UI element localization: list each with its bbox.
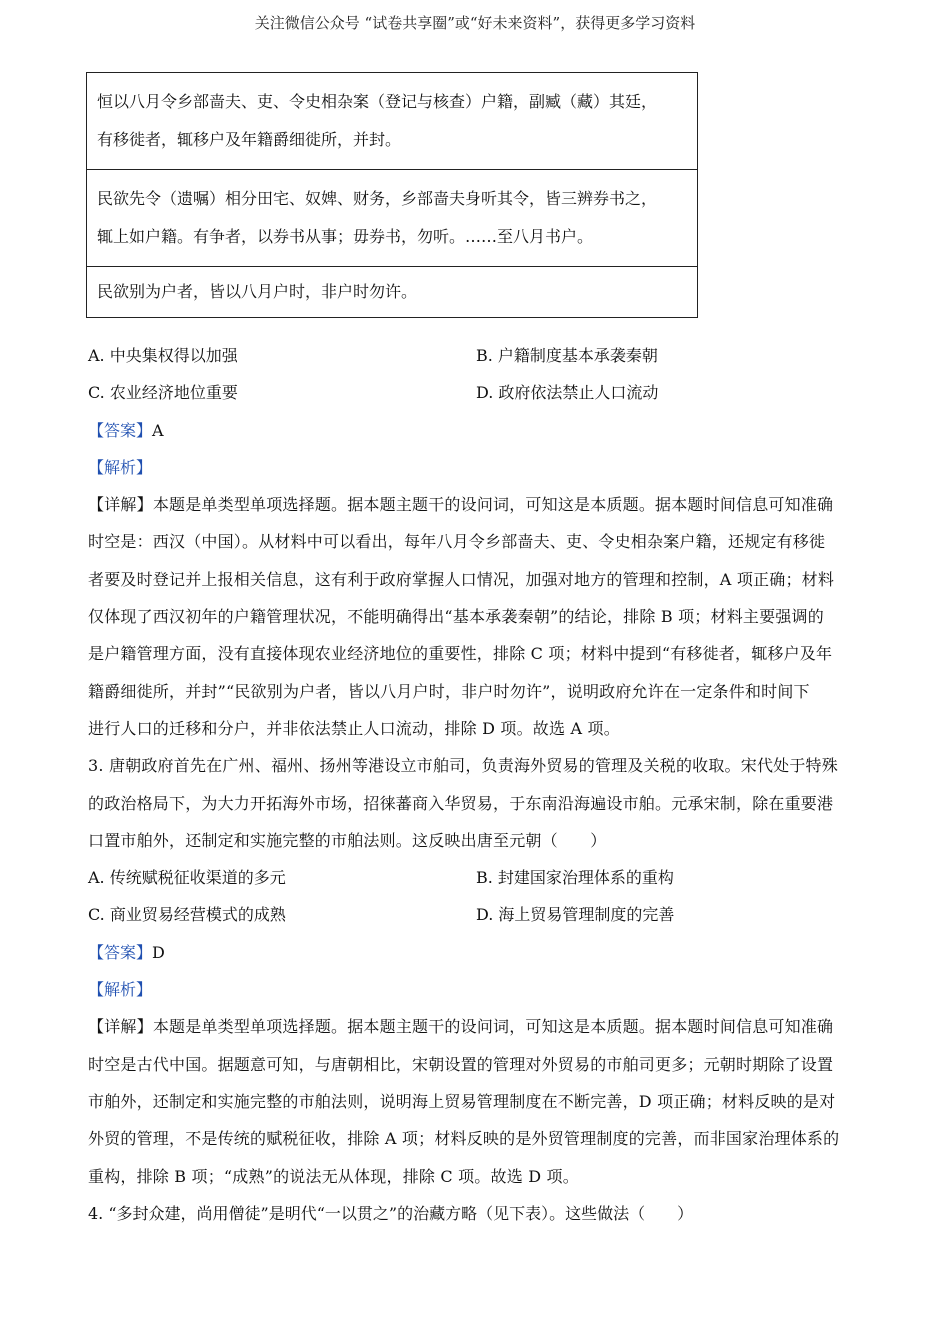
cell-line: 有移徙者，辄移户及年籍爵细徙所，并封。 [97,130,402,149]
q3-option-c: C. 商业贸易经营模式的成熟 [88,905,286,925]
table-cell [87,170,698,267]
detail-tag: 【详解】 [88,495,153,515]
q2-detail [88,486,868,747]
detail-line: 仅体现了西汉初年的户籍管理状况，不能明确得出“基本承袭秦朝”的结论，排除 B 项；材料主要强调的 [88,607,824,627]
answer-tag: 【答案】 [88,420,153,440]
q3-option-b: B. 封建国家治理体系的重构 [476,868,674,888]
q3-detail [88,1008,868,1194]
detail-line: 进行人口的迁移和分户，并非依法禁止人口流动，排除 D 项。故选 A 项。 [88,718,620,738]
detail-line: 时空是：西汉（中国）。从材料中可以看出，每年八月令乡部啬夫、吏、令史相杂案户籍，还规定有移徙 [88,532,826,552]
q2-options-row-1 [88,337,868,374]
detail-line [88,486,868,523]
q2-section [88,337,868,1232]
analysis-tag: 【解析】 [88,457,153,477]
page-header: 关注微信公众号 “试卷共享圈”或“好未来资料”，获得更多学习资料 [254,14,696,32]
detail-line: 时空是古代中国。据题意可知，与唐朝相比，宋朝设置的管理对外贸易的市舶司更多；元朝时期除了设置 [88,1054,834,1074]
table-cell [87,73,698,170]
cell-line: 恒以八月令乡部啬夫、吏、令史相杂案（登记与核查）户籍，副臧（藏）其廷， [97,92,658,111]
detail-line: 是户籍管理方面，没有直接体现农业经济地位的重要性，排除 C 项；材料中提到“有移徙者，辄移户及年 [88,644,833,664]
stem-line: 口置市舶外，还制定和实施完整的市舶法则。这反映出唐至元朝（ ） [88,830,607,850]
detail-line: 市舶外，还制定和实施完整的市舶法则，说明海上贸易管理制度在不断完善，D 项正确；材料反映的是对 [88,1091,836,1111]
q2-option-c: C. 农业经济地位重要 [88,383,238,403]
q3-options-row-1 [88,859,868,896]
cell-line: 民欲别为户者，皆以八月户时，非户时勿许。 [97,282,418,301]
cell-line: 民欲先令（遗嘱）相分田宅、奴婢、财务，乡部啬夫身听其令，皆三辨券书之， [97,189,658,208]
stem-line: 的政治格局下，为大力开拓海外市场，招徕蕃商入华贸易，于东南沿海遍设市舶。元承宋制，除在重要港 [88,793,834,813]
material-table [86,72,698,318]
cell-line: 辄上如户籍。有争者，以券书从事；毋券书，勿听。……至八月书户。 [97,227,594,246]
detail-text: 本题是单类型单项选择题。据本题主题干的设问词，可知这是本质题。据本题时间信息可知准确 [152,1017,834,1037]
q3-option-d: D. 海上贸易管理制度的完善 [476,905,675,925]
detail-line: 外贸的管理，不是传统的赋税征收，排除 A 项；材料反映的是外贸管理制度的完善，而非国家治理体系的 [88,1129,840,1149]
q3-stem [88,747,868,859]
answer-value: A [152,420,164,440]
q2-answer [88,412,868,449]
q3-answer [88,934,868,971]
q3-options-row-2 [88,896,868,933]
q2-options-row-2 [88,374,868,411]
q3-analysis [88,971,868,1008]
detail-line [88,1008,868,1045]
detail-text: 本题是单类型单项选择题。据本题主题干的设问词，可知这是本质题。据本题时间信息可知准确 [152,495,834,515]
analysis-tag: 【解析】 [88,980,153,1000]
q2-option-d: D. 政府依法禁止人口流动 [476,383,659,403]
detail-tag: 【详解】 [88,1017,153,1037]
answer-value: D [152,942,165,962]
q2-option-a: A. 中央集权得以加强 [88,346,238,365]
detail-line: 者要及时登记并上报相关信息，这有利于政府掌握人口情况，加强对地方的管理和控制，A 项正确；材料 [88,569,835,589]
table-row [87,170,698,267]
table-row [87,73,698,170]
q4-stem: 4. “多封众建，尚用僧徒”是明代“一以贯之”的治藏方略（见下表）。这些做法（ ） [88,1203,694,1223]
stem-line: 3. 唐朝政府首先在广州、福州、扬州等港设立市舶司，负责海外贸易的管理及关税的收取。宋代处于特殊 [88,756,838,776]
detail-line: 籍爵细徙所，并封”“民欲别为户者，皆以八月户时，非户时勿许”，说明政府允许在一定条件和时间下 [88,681,810,701]
q3-option-a: A. 传统赋税征收渠道的多元 [88,868,286,888]
detail-line: 重构，排除 B 项；“成熟”的说法无从体现，排除 C 项。故选 D 项。 [88,1166,579,1186]
answer-tag: 【答案】 [88,942,153,962]
q2-analysis [88,449,868,486]
table-cell [87,267,698,318]
table-row [87,267,698,318]
q2-option-b: B. 户籍制度基本承袭秦朝 [476,346,658,365]
